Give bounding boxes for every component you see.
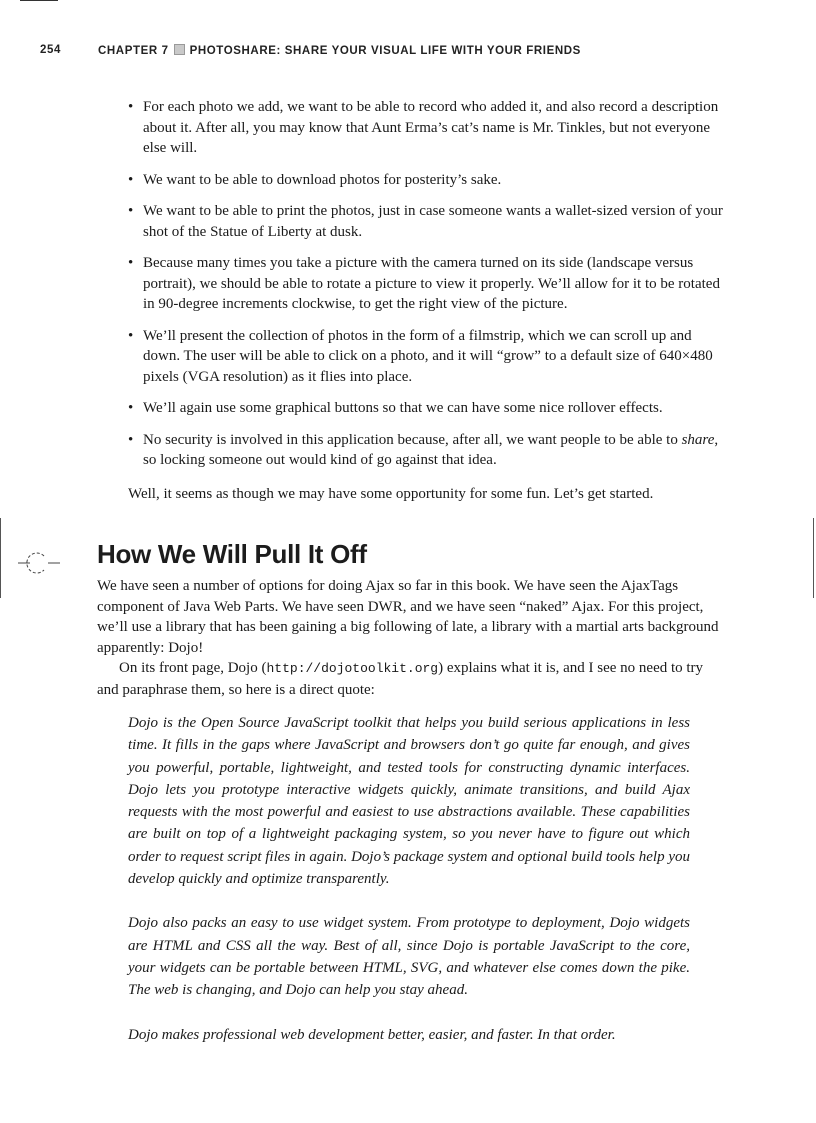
list-item-text: , so locking someone out would kind of go against that idea. xyxy=(143,431,719,468)
list-item: • We’ll present the collection of photos in the form of a filmstrip, which we can scroll up and down. The user will be able to click on a photo, and it will “grow” to a default size of 640×480 pixels (VGA resolution) as it flies into place. xyxy=(128,326,728,388)
right-crop-mark xyxy=(813,518,814,598)
block-quote xyxy=(128,712,690,1068)
quote-paragraph: Dojo also packs an easy to use widget system. From prototype to deployment, Dojo widgets are HTML and CSS all the way. Best of all, since Dojo is portable JavaScript to the core, your widgets can be portable between HTML, SVG, and whatever else comes down the pike. The web is changing, and Dojo can help you stay ahead. xyxy=(128,915,690,999)
section-heading: How We Will Pull It Off xyxy=(97,539,367,569)
registration-mark-icon xyxy=(14,548,64,576)
top-crop-rule xyxy=(20,0,58,1)
running-header xyxy=(40,44,780,60)
emphasis-text: share xyxy=(681,431,715,448)
list-item: • Because many times you take a picture with the camera turned on its side (landscape versus portrait), we should be able to rotate a picture to view it properly. We’ll allow for it to be rotated in 90-degree increments clockwise, to get the right view of the picture. xyxy=(128,253,728,315)
paragraph-text: On its front page, Dojo ( xyxy=(119,660,267,676)
body-paragraph: We have seen a number of options for doing Ajax so far in this book. We have seen the AjaxTags component of Java Web Parts. We have seen DWR, and we have seen “naked” Ajax. For this project, we’ll use a library that has been gaining a big following of late, a library with a martial arts background apparently: Dojo! xyxy=(97,578,719,656)
section-body xyxy=(97,576,719,700)
list-item: • We’ll again use some graphical buttons so that we can have some nice rollover effects. xyxy=(128,398,728,419)
quote-paragraph: Dojo makes professional web development better, easier, and faster. In that order. xyxy=(128,1026,616,1043)
list-item-text: No security is involved in this application because, after all, we want people to be able to xyxy=(143,431,682,448)
chapter-label: CHAPTER 7 xyxy=(98,45,169,57)
list-item: • For each photo we add, we want to be able to record who added it, and also record a description about it. After all, you may know that Aunt Erma’s cat’s name is Mr. Tinkles, but not everyone else will. xyxy=(128,97,728,159)
page-number: 254 xyxy=(40,44,61,56)
body-paragraph xyxy=(97,658,719,700)
paragraph-text: ) explains what it is, and I see no need to try and paraphrase them, so here is a direct quote: xyxy=(97,660,704,698)
list-item: • We want to be able to print the photos, just in case someone wants a wallet-sized version of your shot of the Statue of Liberty at dusk. xyxy=(128,201,728,242)
list-item xyxy=(128,430,728,471)
dojo-url: http://dojotoolkit.org xyxy=(266,661,439,676)
closing-paragraph: Well, it seems as though we may have some opportunity for some fun. Let’s get started. xyxy=(128,486,654,502)
list-item: • We want to be able to download photos for posterity’s sake. xyxy=(128,170,728,191)
left-crop-mark xyxy=(0,518,1,598)
feature-list xyxy=(128,97,728,482)
square-separator-icon xyxy=(174,44,185,55)
chapter-title: PHOTOSHARE: SHARE YOUR VISUAL LIFE WITH YOUR FRIENDS xyxy=(189,45,581,57)
quote-paragraph: Dojo is the Open Source JavaScript toolkit that helps you build serious applications in less time. It fills in the gaps where JavaScript and browsers don’t go quite far enough, and gives you powerful, portable, lightweight, and tested tools for constructing dynamic interfaces. Dojo lets you prototype interactive widgets quickly, animate transitions, and build Ajax requests with the most powerful and easiest to use abstractions available. These capabilities are built on top of a lightweight packaging system, so you never have to figure out which order to request script files in again. Dojo’s package system and optional build tools help you develop quickly and optimize transparently. xyxy=(128,715,690,888)
chapter-heading xyxy=(98,44,581,57)
